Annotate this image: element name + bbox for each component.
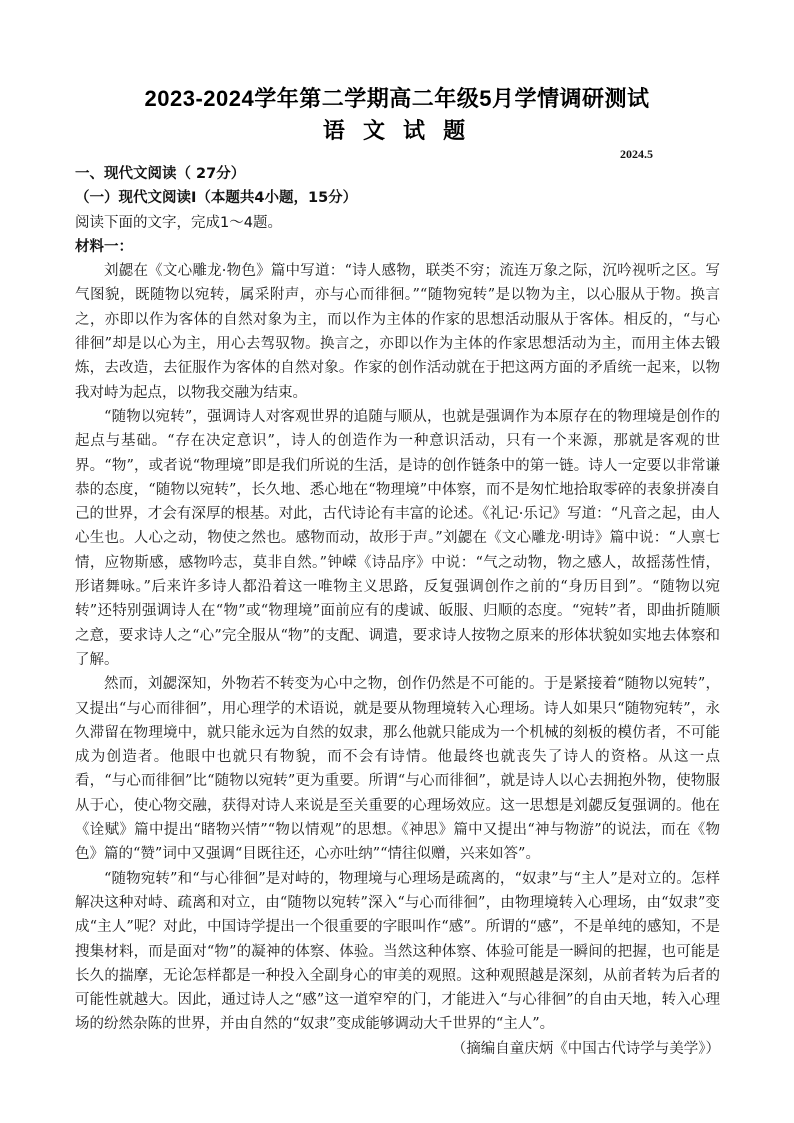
subsection-heading: （一）现代文阅读Ⅰ（本题共4小题，15分）: [75, 190, 358, 207]
body-paragraph: 然而，刘勰深知，外物若不转变为心中之物，创作仍然是不可能的。于是紧接着“随物以宛转”，又提出“与心而徘徊”，用心理学的术语说，就是要从物理境转入心理场。诗人如果只“随物宛转”，永久滞留在物理境中，就只能永远为自然的奴隶，那么他就只能成为一个机械的刻板的模仿者，不可能成为创造者。他眼中也就只有物貌，而不会有诗情。他最终也就丧失了诗人的资格。从这一点看，“与心而徘徊”比“随物以宛转”更为重要。所谓“与心而徘徊”，就是诗人以心去拥抱外物，使物服从于心，使心物交融，获得对诗人来说是至关重要的心理场效应。这一思想是刘勰反复强调的。他在《诠赋》篇中提出“睹物兴情”“物以情观”的思想。《神思》篇中又提出“神与物游”的说法，而在《物色》篇的“赞”词中又强调“目既往还，心亦吐纳”“情往似赠，兴来如答”。: [75, 676, 720, 863]
subject-title: 语 文 试 题: [322, 118, 472, 143]
body-paragraph: “随物以宛转”，强调诗人对客观世界的追随与顺从，也就是强调作为本原存在的物理境是创作的起点与基础。“存在决定意识”，诗人的创造作为一种意识活动，只有一个来源，那就是客观的世界。“物”，或者说“物理境”即是我们所说的生活，是诗的创作链条中的第一链。诗人一定要以非常谦恭的态度，“随物以宛转”，长久地、悉心地在“物理境”中体察，而不是匆忙地拾取零碎的表象拼凑自己的世界，才会有深厚的根基。对此，古代诗论有丰富的论述。《礼记·乐记》写道：“凡音之起，由人心生也。人心之动，物使之然也。感物而动，故形于声。”刘勰在《文心雕龙·明诗》篇中说：“人禀七情，应物斯感，感物吟志，莫非自然。”钟嵘《诗品序》中说：“气之动物，物之感人，故摇荡性情，形诸舞咏。”后来许多诗人都沿着这一唯物主义思路，反复强调创作之前的“身历目到”。“随物以宛转”还特别强调诗人在“物”或“物理境”面前应有的虔诚、皈服、归顺的态度。“宛转”者，即曲折随顺之意，要求诗人之“心”完全服从“物”的支配、调遣，要求诗人按物之原来的形体状貌如实地去体察和了解。: [75, 408, 720, 668]
source-citation: （摘编自童庆炳《中国古代诗学与美学》）: [451, 1040, 720, 1057]
body-paragraph: “随物宛转”和“与心徘徊”是对峙的，物理境与心理场是疏离的，“奴隶”与“主人”是对立的。怎样解决这种对峙、疏离和对立，由“随物以宛转”深入“与心而徘徊”，由物理境转入心理场，由“奴隶”变成“主人”呢？对此，中国诗学提出一个很重要的字眼叫作“感”。所谓的“感”，不是单纯的感知，不是搜集材料，而是面对“物”的凝神的体察、体验。当然这种体察、体验可能是一瞬间的把握，也可能是长久的揣摩，无论怎样都是一种投入全副身心的审美的观照。这种观照越是深刻，从前者转为后者的可能性就越大。因此，通过诗人之“感”这一道窄窄的门，才能进入“与心徘徊”的自由天地，转入心理场的纷然杂陈的世界，并由自然的“奴隶”变成能够调动大千世界的“主人”。: [75, 870, 720, 1033]
reading-instruction: 阅读下面的文字，完成1～4题。: [75, 214, 282, 231]
exam-date: 2024.5: [620, 147, 653, 161]
body-paragraph: 刘勰在《文心雕龙·物色》篇中写道：“诗人感物，联类不穷；流连万象之际，沉吟视听之区。写气图貌，既随物以宛转，属采附声，亦与心而徘徊。”“随物宛转”是以物为主，以心服从于物。换言之，亦即以作为客体的自然对象为主，而以作为主体的作家的思想活动服从于客体。相反的，“与心徘徊”却是以心为主，用心去驾驭物。换言之，亦即以作为主体的作家思想活动为主，而用主体去锻炼，去改造，去征服作为客体的自然对象。作家的创作活动就在于把这两方面的矛盾统一起来，以物我对峙为起点，以物我交融为结束。: [75, 263, 720, 401]
material-label: 材料一：: [75, 238, 133, 255]
reading-section: [75, 162, 720, 1061]
section-heading: 一、现代文阅读（ 27分）: [75, 166, 246, 182]
exam-title: 2023-2024学年第二学期高二年级5月学情调研测试: [144, 86, 650, 111]
